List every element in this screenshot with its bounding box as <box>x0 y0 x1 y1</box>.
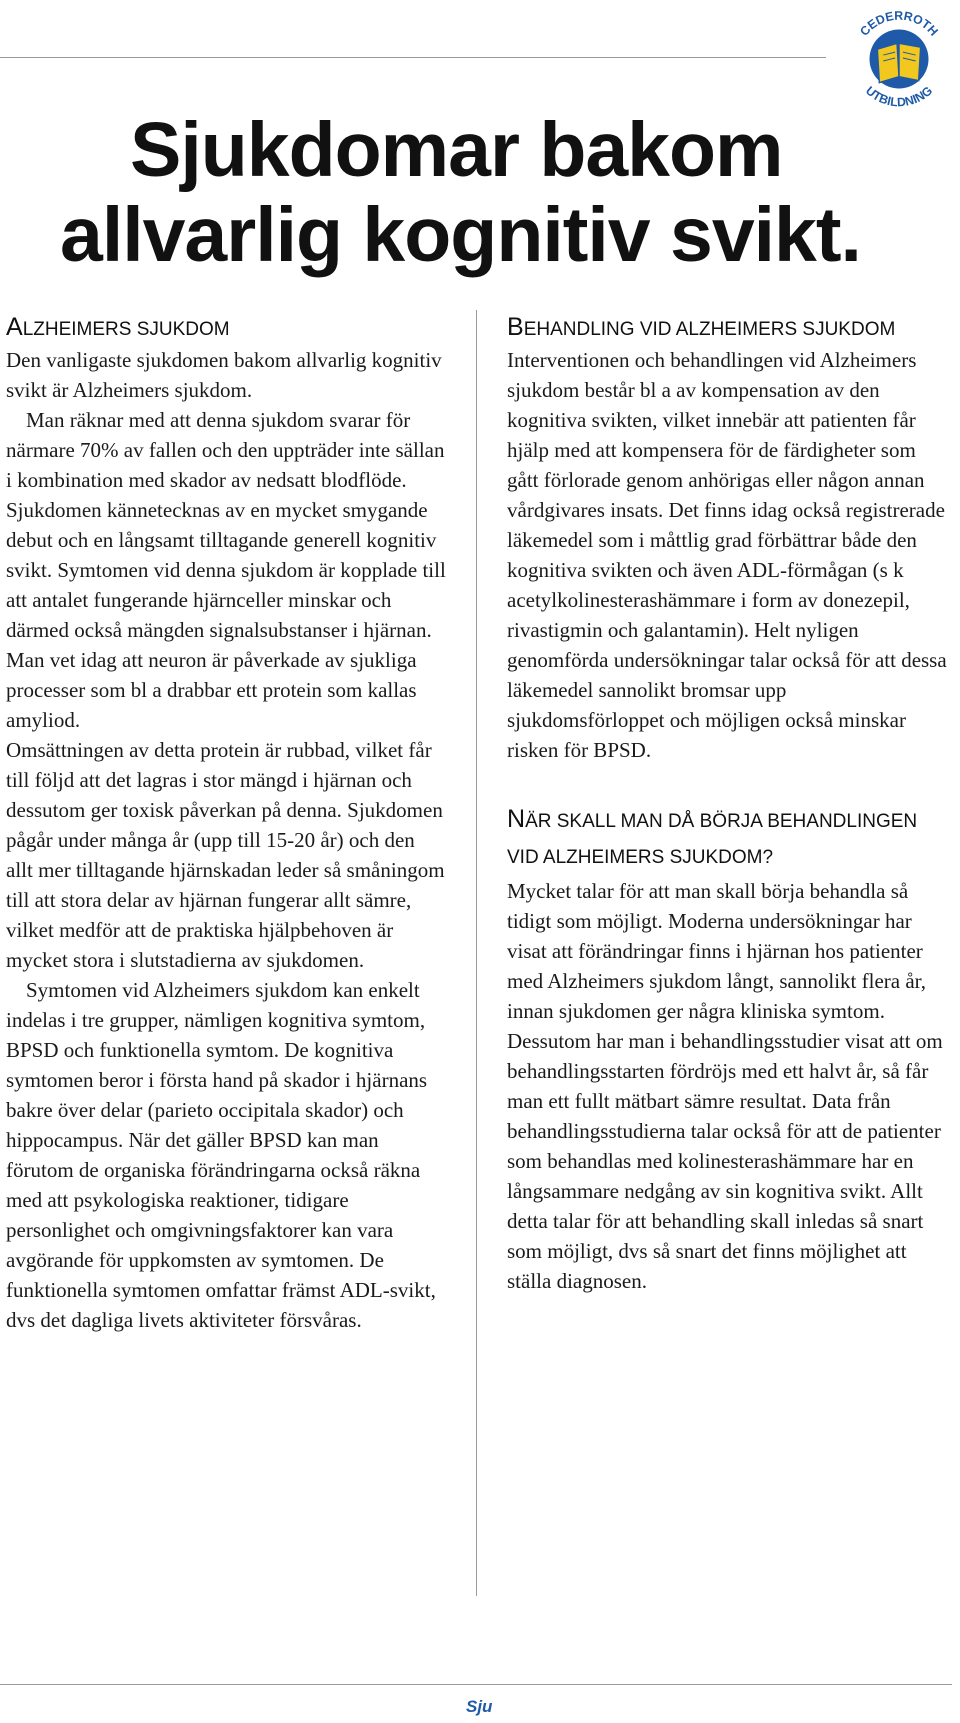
column-divider <box>476 310 477 1596</box>
cederroth-utbildning-logo <box>840 0 958 118</box>
left-column <box>6 312 446 1335</box>
open-book-icon <box>877 43 920 82</box>
bottom-rule <box>0 1684 952 1685</box>
title-line-2: allvarlig kognitiv svikt. <box>60 192 861 278</box>
paragraph: Omsättningen av detta protein är rubbad, vilket får till följd att det lagras i stor mängd i hjärnan och dessutom ger toxisk påverkan på denna. Sjukdomen pågår under många år (upp till 15-20 år) och den allt mer tilltagande hjärnskadan leder så småningom till att stora delar av hjärnan fungerar allt sämre, vilket medför att de praktiska hjälpbehoven är mycket stora i slutstadierna av sjukdomen. <box>6 738 445 972</box>
section-heading-nar-borja: NÄR SKALL MAN DÅ BÖRJA BEHANDLINGEN VID ALZHEIMERS SJUKDOM? <box>507 805 918 868</box>
paragraph: Man räknar med att denna sjukdom svarar för närmare 70% av fallen och den uppträder inte sällan i kombination med skador av nedsatt blodflöde. Sjukdomen kännetecknas av en mycket smygande debut och en långsamt tilltagande generell kognitiv svikt. Symtomen vid denna sjukdom är kopplade till att antalet fungerande hjärnceller minskar och därmed också mängden signalsubstanser i hjärnan. Man vet idag att neuron är påverkade av sjukliga processer som bl a drabbar ett protein som kallas amyliod. <box>6 408 446 732</box>
logo-bottom-text: UTBILDNING <box>862 83 936 110</box>
right-column <box>507 312 947 1296</box>
paragraph: Symtomen vid Alzheimers sjukdom kan enkelt indelas i tre grupper, nämligen kognitiva symtom, BPSD och funktionella symtom. De kognitiva symtomen beror i första hand på skador i hjärnans bakre över delar (parieto occipitala skador) och hippocampus. När det gäller BPSD kan man förutom de organiska förändringarna också räkna med att psykologiska reaktioner, tidigare personlighet och omgivningsfaktorer kan vara avgörande för uppkomsten av symtomen. De funktionella symtomen omfattar främst ADL-svikt, dvs det dagliga livets aktiviteter försvåras. <box>6 978 436 1332</box>
page-title <box>60 108 920 278</box>
section-heading-behandling: BEHANDLING VID ALZHEIMERS SJUKDOM <box>507 313 896 341</box>
logo-top-text: CEDERROTH <box>857 8 941 39</box>
paragraph: Mycket talar för att man skall börja behandla så tidigt som möjligt. Moderna undersökningar har visat att förändringar finns i hjärnan hos patienter med Alzheimers sjukdom långt, sannolikt flera år, innan sjukdomen ger några kliniska symtom. Dessutom har man i behandlingsstudier visat att om behandlingsstarten fördröjs med ett halvt år, så får man ett fullt mätbart sämre resultat. Data från behandlingsstudierna talar också för att de patienter som behandlas med kolinesterashämmare har en långsammare nedgång av sin kognitiva svikt. Allt detta talar för att behandling skall inledas så snart som möjligt, dvs så snart det finns möjlighet att ställa diagnosen. <box>507 879 943 1293</box>
paragraph: Interventionen och behandlingen vid Alzheimers sjukdom består bl a av kompensation av den kognitiva svikten, vilket innebär att patienten får hjälp med att kompensera för de färdigheter som gått förlorade genom anhörigas eller någon annan vårdgivares insats. Det finns idag också registrerade läkemedel som i måttlig grad förbättrar både den kognitiva svikten och även ADL-förmågan (s k acetylkolinesterashämmare i form av donezepil, rivastigmin och galantamin). Helt nyligen genomförda undersökningar talar också för att dessa läkemedel sannolikt bromsar upp sjukdomsförloppet och möjligen också minskar risken för BPSD. <box>507 348 947 762</box>
footer-text: Sju <box>466 1697 493 1716</box>
section-heading-alzheimers: ALZHEIMERS SJUKDOM <box>6 313 230 341</box>
top-rule <box>0 57 826 58</box>
title-line-1: Sjukdomar bakom <box>130 107 783 193</box>
paragraph: Den vanligaste sjukdomen bakom allvarlig kognitiv svikt är Alzheimers sjukdom. <box>6 348 442 402</box>
